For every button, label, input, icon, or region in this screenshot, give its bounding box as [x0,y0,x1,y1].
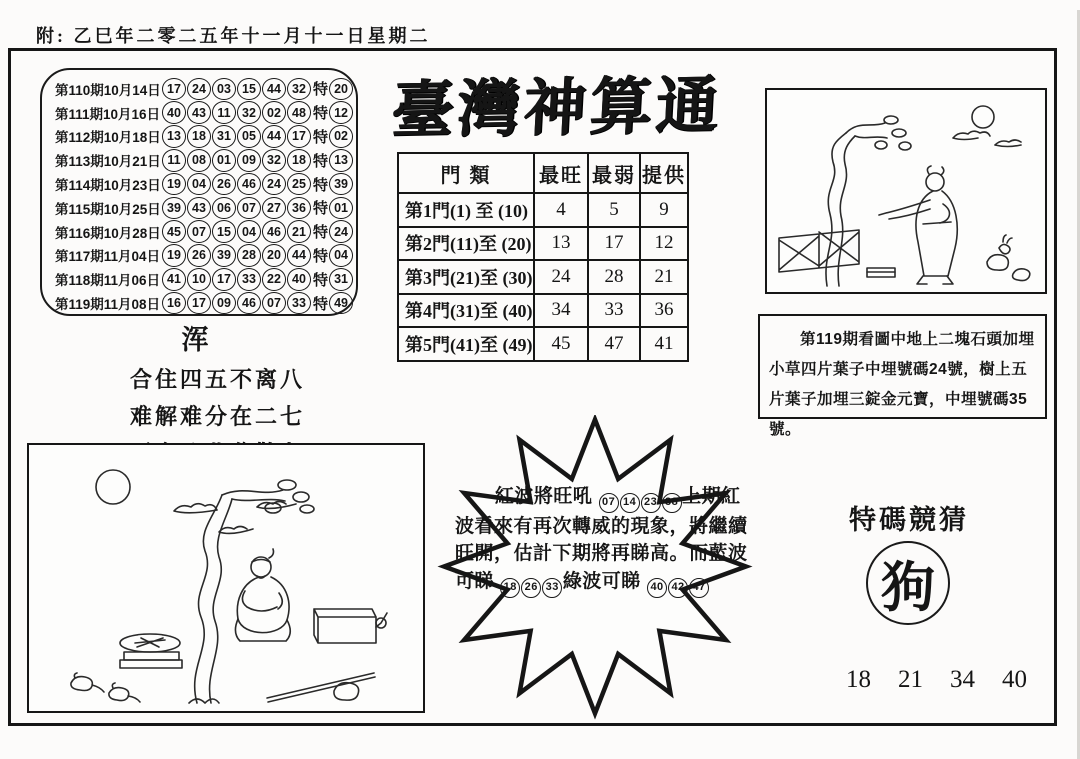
drawn-number: 17 [212,268,236,291]
chest [314,609,376,643]
man-pointing-tree-sketch [767,90,1045,292]
drawn-number: 43 [187,101,211,124]
drawn-number: 04 [237,220,261,243]
result-row-label: 第119期11月08日 [55,297,161,313]
tip-text: 第119期看圖中地上二塊石頭加埋小草四片葉子中埋號碼24號，樹上五片葉子加埋三錠金元寶，中埋號碼35號。 [769,331,1035,438]
stats-row [398,294,688,328]
special-number: 31 [329,268,353,291]
stats-row [398,193,688,227]
stats-hot-value: 45 [534,327,588,361]
mouse-icon [109,683,140,702]
guess-numbers [846,666,1027,694]
stats-category: 第2門(11)至 (20) [398,227,534,261]
old-man-tree-sketch [29,445,422,710]
drawn-number: 33 [237,268,261,291]
stats-category: 第4門(31)至 (40) [398,294,534,328]
drawn-number: 27 [262,197,286,220]
drawn-number: 17 [162,78,186,101]
drawn-number: 28 [237,244,261,267]
man-belt [923,222,951,224]
stats-category: 第1門(1) 至 (10) [398,193,534,227]
guess-number: 34 [950,666,975,693]
leaf-icon [300,505,314,513]
special-marker: 特 [313,105,329,123]
illustration-man-pointing-at-tree [765,88,1047,294]
drawn-number: 25 [287,173,311,196]
mouse-icon [71,673,104,692]
result-row [55,125,356,149]
result-row [55,291,356,315]
stats-offer-value: 21 [640,260,688,294]
result-row-label: 第117期11月04日 [55,249,161,265]
special-number: 12 [329,101,353,124]
stats-header-category: 門 類 [398,153,534,193]
fence [779,230,859,272]
drawn-number: 11 [212,101,236,124]
stats-header-hot: 最旺 [534,153,588,193]
tree-trunk [195,495,232,703]
zodiac-character: 狗 [881,557,935,618]
drawn-number: 31 [212,125,236,148]
stats-weak-value: 28 [588,260,640,294]
guess-number: 21 [898,666,923,693]
drawn-number: 07 [262,292,286,315]
man-arms [242,591,282,611]
wave-number: 14 [620,493,640,513]
stats-weak-value: 17 [588,227,640,261]
special-marker: 特 [313,295,329,313]
drawn-number: 32 [287,78,311,101]
stats-weak-value: 47 [588,327,640,361]
stats-hot-value: 4 [534,193,588,227]
drawn-number: 09 [237,149,261,172]
result-row [55,101,356,125]
drawn-number: 17 [187,292,211,315]
cloud-icon [219,527,253,534]
drawn-number: 19 [162,173,186,196]
drawn-number: 18 [187,125,211,148]
man-robe [916,191,957,276]
man-headband [252,549,274,562]
past-results-rows [55,77,356,315]
special-marker: 特 [313,81,329,99]
cloud-icon [995,140,1021,147]
stats-weak-value: 5 [588,193,640,227]
drawn-number: 21 [287,220,311,243]
stats-weak-value: 33 [588,294,640,328]
special-number: 13 [329,149,353,172]
special-number: 02 [329,125,353,148]
stats-offer-value: 9 [640,193,688,227]
man-legs-crossed [235,619,290,641]
drawn-number: 16 [162,292,186,315]
tree-trunk [838,136,855,286]
guess-number: 40 [1002,666,1027,693]
rabbit-icon [999,235,1012,254]
man-arm-pointing [879,200,930,219]
wave-number: 42 [668,578,688,598]
drawn-number: 05 [237,125,261,148]
stats-header-weak: 最弱 [588,153,640,193]
drawn-number: 45 [162,220,186,243]
stats-row [398,327,688,361]
special-number: 24 [329,220,353,243]
special-number: 49 [329,292,353,315]
wave-number: 18 [500,578,520,598]
special-number: 20 [329,78,353,101]
drawn-number: 40 [162,101,186,124]
plate-pattern [135,638,165,647]
drawn-number: 26 [212,173,236,196]
result-row [55,196,356,220]
cloud-icon [953,131,990,139]
drawn-number: 44 [262,125,286,148]
stats-hot-value: 13 [534,227,588,261]
stats-hot-value: 24 [534,260,588,294]
moon-icon [972,106,994,128]
poem-line: 合住四五不离八 [130,367,306,392]
stats-table [397,152,689,362]
result-row-label: 第116期10月28日 [55,225,161,241]
drawn-number: 22 [262,268,286,291]
special-number: 39 [329,173,353,196]
drawn-number: 40 [287,268,311,291]
leaf-icon [278,480,296,490]
cloud-icon [257,502,296,509]
drawn-number: 03 [212,78,236,101]
drawn-number: 20 [262,244,286,267]
result-row [55,267,356,291]
books-stack [120,660,182,668]
special-marker: 特 [313,128,329,146]
drawn-number: 43 [187,197,211,220]
result-row-label: 第111期10月16日 [55,106,161,122]
stats-hot-value: 34 [534,294,588,328]
result-row-label: 第113期10月21日 [55,154,161,170]
result-row [55,244,356,268]
result-row-label: 第114期10月23日 [55,178,161,194]
drawn-number: 41 [162,268,186,291]
past-results-box [40,68,358,316]
stats-offer-value: 41 [640,327,688,361]
tip-box [758,314,1047,438]
drawn-number: 09 [212,292,236,315]
leaf-icon [899,142,911,150]
result-row-label: 第112期10月18日 [55,130,161,146]
stats-category: 第5門(41)至 (49) [398,327,534,361]
moon-icon [96,470,130,504]
special-marker: 特 [313,247,329,265]
cloud-icon [174,504,217,513]
drawn-number: 07 [237,197,261,220]
stats-category: 第3門(21)至 (30) [398,260,534,294]
drawn-number: 44 [262,78,286,101]
starburst-text: 紅波將旺吼 07 14 23 38 上期紅波看來有再次轉威的現象，將繼續旺開，估計下期將再睇高。而藍波可睇 18 26 33 綠波可睇 40 42 47 [455,483,751,598]
result-row-label: 第115期10月25日 [55,201,161,217]
drawn-number: 08 [187,149,211,172]
stats-header-row [398,153,688,193]
drawn-number: 46 [237,173,261,196]
drawn-number: 24 [262,173,286,196]
special-marker: 特 [313,176,329,194]
special-marker: 特 [313,200,329,218]
man-feet [917,276,953,284]
result-row-label: 第110期10月14日 [55,82,161,98]
illustration-old-man-under-tree [27,443,425,713]
wave-number: 33 [542,578,562,598]
stats-row [398,227,688,261]
drawn-number: 26 [187,244,211,267]
drawn-number: 24 [187,78,211,101]
drawn-number: 46 [262,220,286,243]
drawn-number: 13 [162,125,186,148]
poem-line: 难解难分在二七 [130,404,306,429]
tree-root [189,699,219,703]
drawn-number: 10 [187,268,211,291]
zodiac-circle [866,541,950,625]
wave-number: 38 [662,493,682,513]
result-row [55,220,356,244]
result-row [55,77,356,101]
poem-title: 浑 [181,325,209,355]
drawn-number: 39 [212,244,236,267]
page-title: 臺灣神算通 [389,68,724,147]
drawn-number: 06 [212,197,236,220]
drawn-number: 46 [237,292,261,315]
rock-icon [987,255,1008,271]
stats-offer-value: 12 [640,227,688,261]
leaf-icon [875,141,887,149]
special-marker: 特 [313,271,329,289]
date-line: 附: 乙巳年二零二五年十一月十一日星期二 [36,26,431,46]
wave-number: 07 [599,493,619,513]
wave-number: 40 [647,578,667,598]
drawn-number: 04 [187,173,211,196]
result-row [55,148,356,172]
drawn-number: 18 [287,149,311,172]
wave-number: 26 [521,578,541,598]
special-marker: 特 [313,224,329,242]
drawn-number: 32 [237,101,261,124]
stats-offer-value: 36 [640,294,688,328]
stats-row [398,260,688,294]
rock-icon [334,683,359,700]
rock-icon [1013,269,1030,281]
drawn-number: 19 [162,244,186,267]
guess-number: 18 [846,666,871,693]
drawn-number: 36 [287,197,311,220]
stats-header-offer: 提供 [640,153,688,193]
result-row-label: 第118期11月06日 [55,273,161,289]
wave-number: 47 [689,578,709,598]
tree-trunk [826,133,846,286]
drawn-number: 39 [162,197,186,220]
books-stack [124,652,179,660]
special-marker: 特 [313,152,329,170]
tree-branch [846,123,887,138]
drawn-number: 15 [212,220,236,243]
drawn-number: 44 [287,244,311,267]
drawn-number: 48 [287,101,311,124]
result-row [55,172,356,196]
leaf-icon [884,116,898,124]
special-guess-title: 特碼競猜 [849,505,969,535]
drawn-number: 32 [262,149,286,172]
leaf-icon [293,492,309,502]
drawn-number: 15 [237,78,261,101]
wave-number: 23 [641,493,661,513]
drawn-number: 17 [287,125,311,148]
drawn-number: 07 [187,220,211,243]
man-arm-folded [940,204,949,223]
drawn-number: 02 [262,101,286,124]
special-number: 04 [329,244,353,267]
drawn-number: 11 [162,149,186,172]
leaf-icon [892,129,906,137]
drawn-number: 33 [287,292,311,315]
special-number: 01 [329,197,353,220]
drawn-number: 01 [212,149,236,172]
tree-branch [222,490,285,501]
